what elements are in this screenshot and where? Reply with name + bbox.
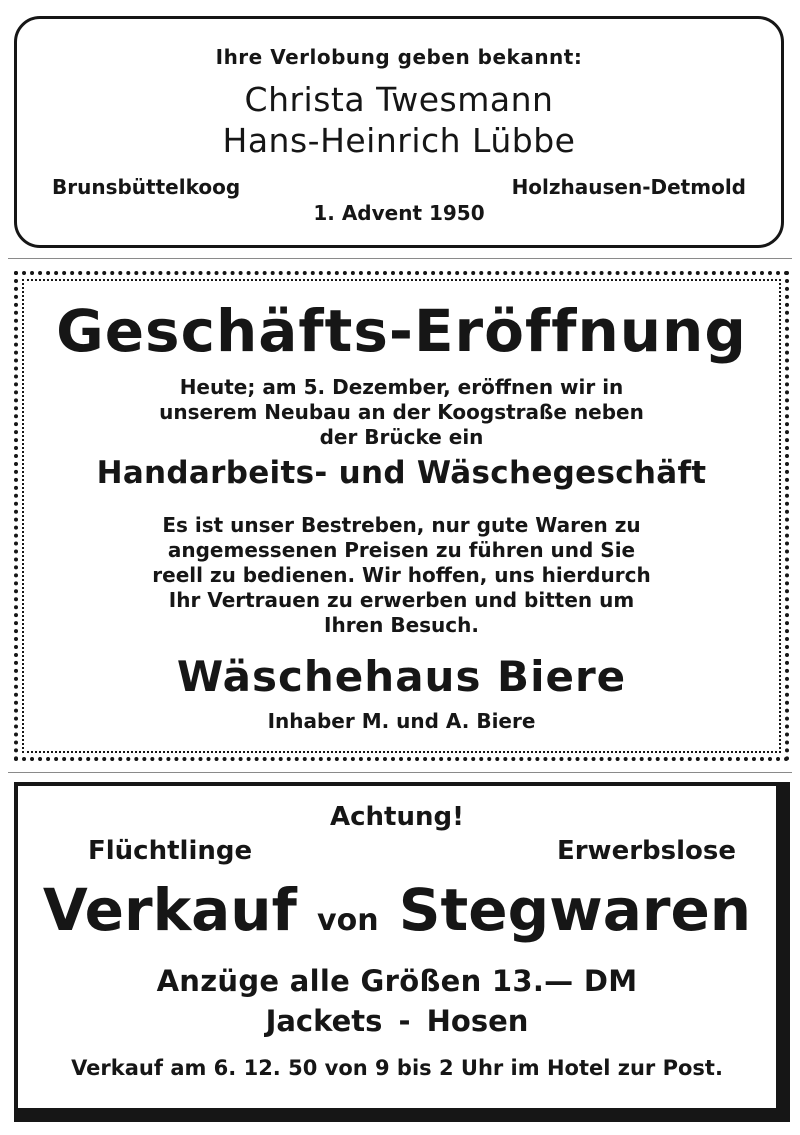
sale-items: Jackets - Hosen <box>265 1004 529 1038</box>
opening-headline: Geschäfts-Eröffnung <box>56 297 747 365</box>
sale-attention: Achtung! <box>330 802 464 832</box>
divider <box>8 772 792 773</box>
opening-body <box>18 513 785 638</box>
bride-name: Christa Twesmann <box>244 80 554 119</box>
groom-name: Hans-Heinrich Lübbe <box>222 121 576 160</box>
opening-intro <box>18 375 785 450</box>
engagement-announcement <box>14 16 784 248</box>
divider <box>8 258 792 259</box>
sale-ad <box>14 782 790 1122</box>
audience-refugees: Flüchtlinge <box>88 836 253 866</box>
body-line: angemessenen Preisen zu führen und Sie <box>167 538 636 562</box>
sale-headline-part: von <box>317 903 379 938</box>
bride-hometown: Brunsbüttelkoog <box>52 175 241 199</box>
engagement-intro: Ihre Verlobung geben bekannt: <box>215 45 583 69</box>
shop-type: Handarbeits- und Wäschegeschäft <box>96 455 707 491</box>
body-line: reell zu bedienen. Wir hoffen, uns hierdurch <box>152 563 651 587</box>
body-line: Ihren Besuch. <box>324 613 479 637</box>
engagement-date: 1. Advent 1950 <box>313 201 485 225</box>
shop-name: Wäschehaus Biere <box>176 652 627 701</box>
audience-unemployed: Erwerbslose <box>556 836 736 866</box>
intro-line: der Brücke ein <box>319 425 484 449</box>
body-line: Ihr Vertrauen zu erwerben und bitten um <box>168 588 635 612</box>
sale-details: Verkauf am 6. 12. 50 von 9 bis 2 Uhr im Hotel zur Post. <box>71 1056 723 1080</box>
sale-headline <box>18 876 776 944</box>
intro-line: Heute; am 5. Dezember, eröffnen wir in <box>179 375 624 399</box>
store-opening-ad <box>14 271 789 761</box>
groom-hometown: Holzhausen-Detmold <box>511 175 746 199</box>
shop-owner: Inhaber M. und A. Biere <box>267 709 536 733</box>
engaged-names <box>17 79 781 161</box>
suits-price: Anzüge alle Größen 13.— DM <box>156 964 638 998</box>
sale-headline-part: Stegwaren <box>398 876 752 944</box>
sale-headline-part: Verkauf <box>42 876 297 944</box>
intro-line: unserem Neubau an der Koogstraße neben <box>159 400 644 424</box>
body-line: Es ist unser Bestreben, nur gute Waren zu <box>162 513 641 537</box>
